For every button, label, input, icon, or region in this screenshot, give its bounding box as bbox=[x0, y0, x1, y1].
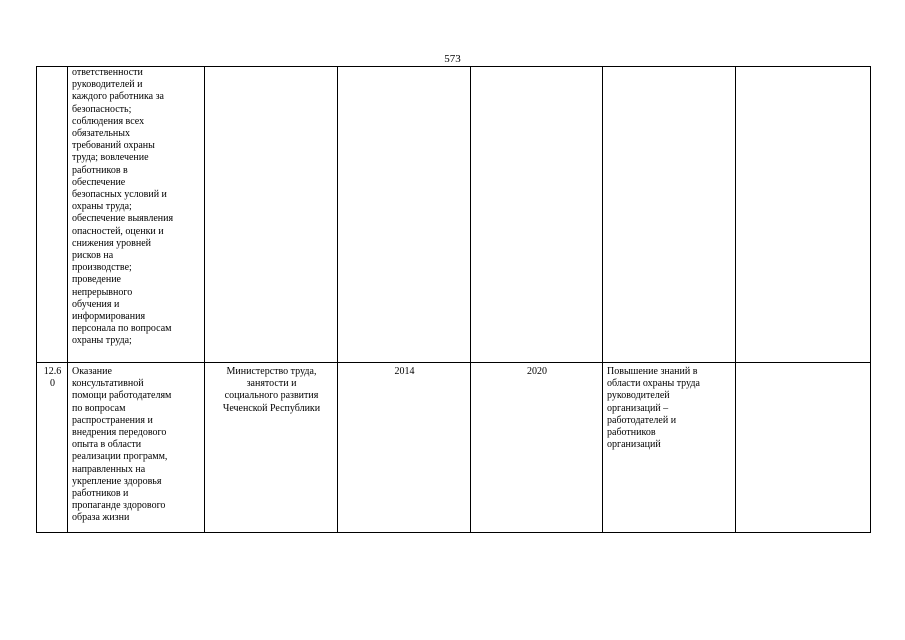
page-number: 573 bbox=[444, 53, 461, 65]
table-row bbox=[37, 67, 871, 363]
start-year-cell: 2014 bbox=[338, 363, 471, 533]
executor-cell: Министерство труда, занятости и социального развития Чеченской Республики bbox=[205, 363, 338, 533]
row-number-cell: 12.6 0 bbox=[37, 363, 68, 533]
result-cell: Повышение знаний в области охраны труда руководителей организаций – работодателей и работников организаций bbox=[603, 363, 736, 533]
end-year-cell bbox=[471, 67, 603, 363]
row-number-cell bbox=[37, 67, 68, 363]
measure-cell: ответственности руководителей и каждого работника за безопасность; соблюдения всех обязательных требований охраны труда; вовлечение работников в обеспечение безопасных условий и охраны труда; обеспечение выявления опасностей, оценки и снижения уровней рисков на производстве; проведение непрерывного обучения и информирования персонала по вопросам охраны труда; bbox=[68, 67, 205, 363]
start-year-cell bbox=[338, 67, 471, 363]
note-cell bbox=[736, 363, 871, 533]
measures-table bbox=[36, 66, 871, 533]
executor-cell bbox=[205, 67, 338, 363]
result-cell bbox=[603, 67, 736, 363]
measure-cell: Оказание консультативной помощи работодателям по вопросам распространения и внедрения передового опыта в области реализации программ, направленных на укрепление здоровья работников и пропаганде здорового образа жизни bbox=[68, 363, 205, 533]
note-cell bbox=[736, 67, 871, 363]
table-row bbox=[37, 363, 871, 533]
end-year-cell: 2020 bbox=[471, 363, 603, 533]
